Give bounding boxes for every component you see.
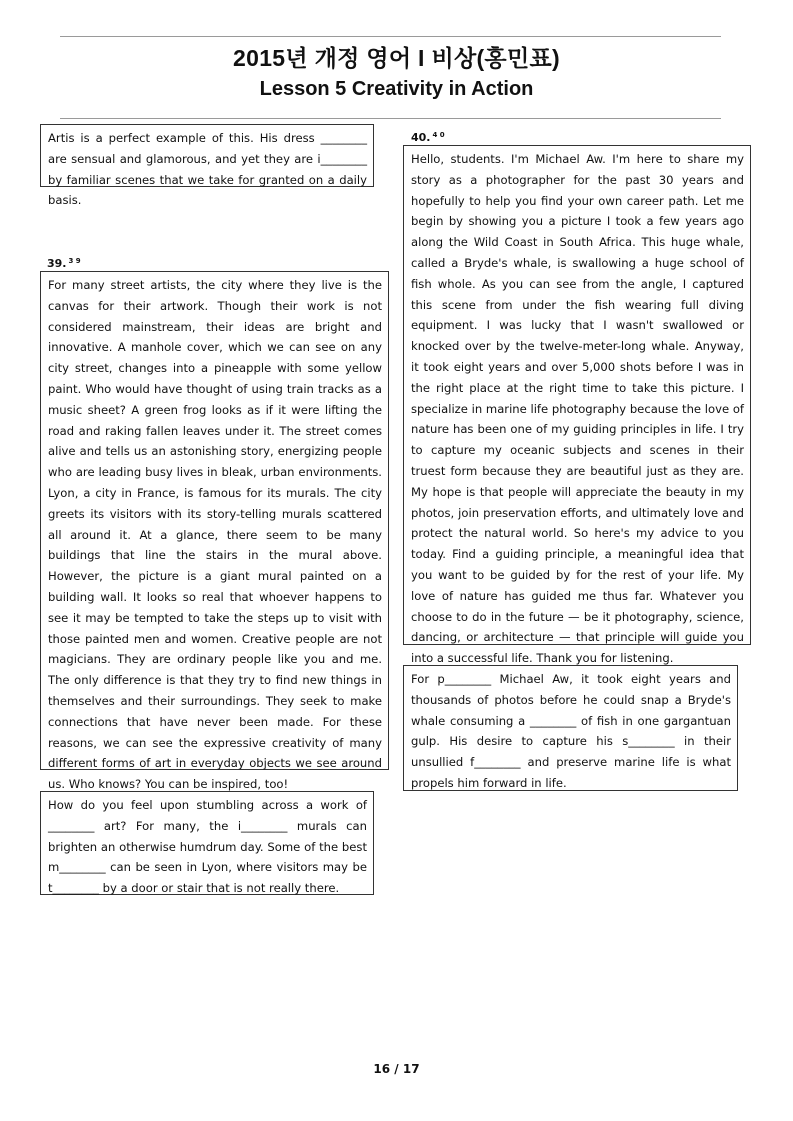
question-40-number — [411, 128, 445, 145]
lesson-subtitle: Lesson 5 Creativity in Action — [259, 78, 534, 100]
summary-box-michael-aw: For p________ Michael Aw, it took eight years and thousands of photos before he could snap a Bryde's whale consuming a ________ of fish in one gargantuan gulp. His desire to capture his s________ in their unsullied f________ and preserve marine life is what propels him forward in life. — [403, 665, 738, 791]
question-40-passage: Hello, students. I'm Michael Aw. I'm here to share my story as a photographer for the past 30 years and hopefully to help you find your own career path. Let me begin by showing you a picture I took a few years ago along the Wild Coast in South Africa. This huge whale, called a Bryde's whale, is swallowing a huge school of fish whole. As you can see from the angle, I captured this scene from under the fish wearing full diving equipment. I was lucky that I wasn't swallowed or knocked over by the twelve-meter-long whale. Anyway, it took eight years and over 5,000 shots before I was in the right place at the right time to take this picture. I specialize in marine life photography because the love of nature has been one of my guiding principles in life. I try to capture my oceanic subjects and scenes in their truest form because they are beautiful just as they are. My hope is that people will appreciate the beauty in my photos, join preservation efforts, and ultimately love and protect the natural world. So here's my advice to you today. Find a guiding principle, a meaningful idea that you want to be guided by for the rest of your life. My love of nature has guided me thus far. Whatever you choose to do in the future — be it photography, science, dancing, or architecture — that principle will guide you into a successful life. Thank you for listening. — [403, 145, 751, 645]
question-39-passage: For many street artists, the city where they live is the canvas for their artwork. Though their work is not considered mainstream, their ideas are bright and innovative. A manhole cover, which we can see on any city street, changes into a pineapple with some yellow paint. Who would have thought of using train tracks as a music sheet? A green frog looks as if it were lifting the road and raking fallen leaves under it. The street comes alive and tells us an astonishing story, energizing people who are leading busy lives in bleak, urban environments. Lyon, a city in France, is famous for its murals. The city greets its visitors with its story-telling murals scattered all around it. At a glance, there seem to be many buildings that line the stairs in the mural above. However, the picture is a giant mural painted on a building wall. It looks so real that whoever happens to see it may be tempted to take the steps up to visit with those painted men and women. Creative people are not magicians. They are ordinary people like you and me. The only difference is that they try to find new things in themselves and their surroundings. They seek to make connections that have never been made. For these reasons, we can see the expressive creativity of many different forms of art in everyday objects we see around us. Who knows? You can be inspired, too! — [40, 271, 389, 770]
question-40-label: 40. — [411, 131, 431, 144]
page-indicator: 16 / 17 — [373, 1062, 420, 1076]
question-39-label: 39. — [47, 257, 67, 270]
summary-box-murals: How do you feel upon stumbling across a work of ________ art? For many, the i________ murals can brighten an otherwise humdrum day. Some of the best m________ can be seen in Lyon, where visitors may be t________ by a door or stair that is not really there. — [40, 791, 374, 895]
question-39-superscript: 3 9 — [68, 257, 81, 265]
question-39-number — [47, 254, 81, 271]
question-40-superscript: 4 0 — [432, 131, 445, 139]
header-bottom-rule — [60, 118, 721, 119]
summary-box-artis: Artis is a perfect example of this. His dress ________ are sensual and glamorous, and yet they are i________ by familiar scenes that we take for granted on a daily basis. — [40, 124, 374, 187]
page-title: 2015년 개정 영어 I 비상(홍민표) — [233, 45, 560, 71]
header-top-rule — [60, 36, 721, 37]
